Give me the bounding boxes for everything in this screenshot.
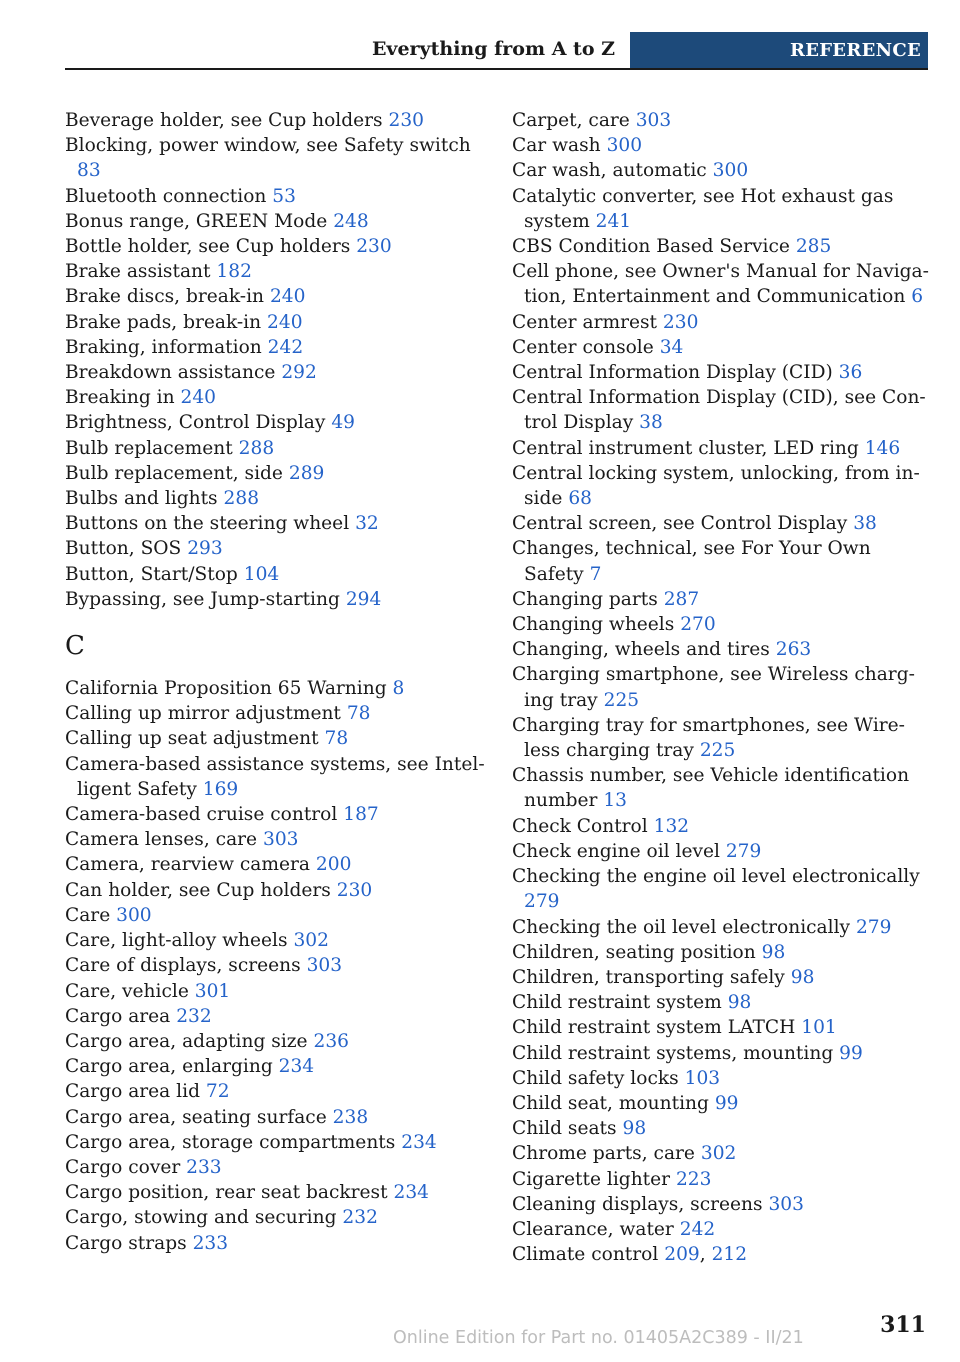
page-link[interactable]: 182 — [216, 261, 252, 283]
header-title: Everything from A to Z — [371, 38, 615, 60]
index-entry-text: Checking the engine oil level electronically — [512, 866, 920, 888]
index-entry — [512, 763, 932, 813]
page-link[interactable]: 104 — [243, 563, 280, 585]
index-entry — [512, 310, 932, 335]
page-link[interactable]: 223 — [675, 1168, 712, 1190]
index-entry — [65, 108, 485, 133]
page-link[interactable]: 240 — [267, 311, 303, 333]
index-entry-text: Car wash, automatic — [512, 160, 707, 182]
index-entry — [65, 953, 485, 978]
index-entry — [512, 234, 932, 259]
index-entry — [512, 713, 932, 763]
index-entry — [512, 1217, 932, 1242]
page-link[interactable]: 300 — [712, 160, 749, 182]
index-entry-text: Charging tray for smartphones, see Wireless charging tray — [512, 714, 905, 762]
index-entry — [65, 536, 485, 561]
page-link[interactable]: 230 — [388, 110, 425, 131]
index-entry — [512, 1192, 932, 1217]
index-entry — [512, 587, 932, 612]
index-entry — [65, 562, 485, 587]
page-link[interactable]: 234 — [401, 1131, 437, 1153]
index-entry-text: Changing parts — [512, 588, 658, 610]
index-entry — [512, 385, 932, 435]
index-entry-text: Climate control — [512, 1244, 659, 1266]
page-link[interactable]: 36 — [838, 362, 863, 384]
index-entry-text: Button, Start/Stop — [65, 563, 238, 585]
page-link[interactable]: 32 — [355, 513, 379, 535]
index-entry — [512, 612, 932, 637]
index-entry-text: Changing wheels — [512, 614, 675, 636]
index-entry — [65, 726, 485, 751]
index-entry — [512, 637, 932, 662]
index-entry-text: Bluetooth connection — [65, 185, 267, 207]
index-entry-text: Center console — [512, 336, 654, 358]
index-entry — [512, 915, 932, 940]
index-entry — [512, 1015, 932, 1040]
page-link[interactable]: 98 — [761, 941, 786, 963]
index-entry-text: Cleaning displays, screens — [512, 1193, 763, 1215]
index-entry-text: Blocking, power window, see Safety switch — [65, 135, 471, 157]
page-link[interactable]: 241 — [595, 210, 632, 232]
index-entry-text: Breakdown assistance — [65, 362, 276, 384]
index-entry-text: Checking the oil level electronically — [512, 916, 851, 938]
page-link[interactable]: 103 — [684, 1067, 721, 1089]
index-entry-text: Central instrument cluster, LED ring — [512, 437, 859, 459]
page-link[interactable]: 7 — [589, 563, 602, 585]
index-entry — [512, 839, 932, 864]
page-link[interactable]: 187 — [343, 804, 379, 826]
index-entry-text: Child restraint system LATCH — [512, 1017, 796, 1039]
index-entry-text: Cargo area — [65, 1005, 171, 1027]
index-entry — [65, 1205, 485, 1230]
index-entry-text: Check engine oil level — [512, 840, 720, 862]
page-link[interactable]: 132 — [653, 815, 690, 837]
index-entry-text: Camera-based cruise control — [65, 804, 338, 826]
page-link[interactable]: 289 — [288, 462, 325, 484]
header-rule — [65, 68, 928, 70]
index-entry-text: Cargo, stowing and securing — [65, 1207, 337, 1229]
index-entry-text: Camera lenses, care — [65, 829, 258, 851]
index-entry — [65, 209, 485, 234]
index-entry-text: Central screen, see Control Display — [512, 513, 848, 535]
index-entry-text: Cargo area, seating surface — [65, 1106, 327, 1128]
page-link[interactable]: 300 — [606, 135, 643, 157]
page-link[interactable]: 98 — [727, 992, 752, 1014]
index-entry-text: Brake discs, break-in — [65, 286, 265, 308]
page-link[interactable]: 146 — [864, 437, 901, 459]
index-entry-text: Cigarette lighter — [512, 1168, 671, 1190]
page-link[interactable]: 209 — [664, 1244, 700, 1266]
index-entry — [65, 360, 485, 385]
index-entry-text: Camera, rearview camera — [65, 854, 310, 876]
index-entry — [65, 587, 485, 612]
index-entry-text: Bulbs and lights — [65, 488, 218, 510]
page-link[interactable]: 285 — [795, 236, 832, 258]
page-link[interactable]: 240 — [269, 286, 306, 308]
page-link[interactable]: 303 — [306, 955, 343, 977]
page-link[interactable]: 78 — [324, 728, 349, 750]
page-link[interactable]: 200 — [315, 854, 352, 876]
page-link[interactable]: 240 — [180, 387, 216, 409]
index-entry-text: Bonus range, GREEN Mode — [65, 210, 328, 232]
index-entry — [65, 184, 485, 209]
index-entry — [65, 676, 485, 701]
index-entry-text: Button, SOS — [65, 538, 182, 560]
page-link[interactable]: 279 — [524, 891, 560, 913]
page-link[interactable]: 287 — [663, 588, 700, 610]
index-entry — [65, 878, 485, 903]
index-entry — [65, 1130, 485, 1155]
index-entry — [65, 1004, 485, 1029]
index-entry-text: Cell phone, see Owner's Manual for Navigation, Entertainment and Communication — [512, 261, 929, 308]
page-link[interactable]: 225 — [699, 740, 736, 762]
index-entry-text: Catalytic converter, see Hot exhaust gas system — [512, 185, 894, 232]
page-link[interactable]: 302 — [700, 1143, 737, 1165]
index-entry — [512, 184, 932, 234]
index-entry — [65, 1054, 485, 1079]
index-entry: Climate control 209, 212 — [512, 1244, 748, 1266]
index-entry — [65, 1105, 485, 1130]
page-link[interactable]: 279 — [855, 916, 892, 938]
index-entry-text: Bypassing, see Jump-starting — [65, 588, 340, 610]
index-entry — [65, 979, 485, 1004]
index-entry — [512, 1041, 932, 1066]
index-entry-text: Cargo area, enlarging — [65, 1056, 273, 1078]
index-entry-text: Calling up mirror adjustment — [65, 703, 341, 725]
index-entry-text: Car wash — [512, 135, 601, 157]
index-entry — [512, 814, 932, 839]
index-entry-text: Central Information Display (CID), see Control Display — [512, 387, 926, 434]
index-entry-text: Chassis number, see Vehicle identification number — [512, 765, 910, 812]
page-link[interactable]: 212 — [711, 1244, 748, 1266]
page-link[interactable]: 53 — [272, 185, 296, 207]
index-entry — [65, 1155, 485, 1180]
index-entry — [65, 752, 485, 802]
index-entry-text: Can holder, see Cup holders — [65, 879, 331, 901]
page-number: 311 — [880, 1312, 926, 1338]
index-entry-text: Chrome parts, care — [512, 1143, 695, 1165]
page-link[interactable]: 72 — [205, 1081, 230, 1103]
index-entry-text: Brake assistant — [65, 261, 211, 283]
index-entry — [512, 1116, 932, 1141]
index-entry-text: Changing, wheels and tires — [512, 639, 770, 661]
page-link[interactable]: 242 — [679, 1218, 716, 1240]
page-link[interactable]: 78 — [346, 703, 371, 725]
index-entry — [65, 1079, 485, 1104]
index-entry — [512, 990, 932, 1015]
page-link[interactable]: 293 — [187, 538, 223, 560]
index-entry — [512, 864, 932, 914]
page-link[interactable]: 49 — [331, 412, 355, 434]
edition-footer: Online Edition for Part no. 01405A2C389 - II/21 — [393, 1328, 804, 1348]
index-entry — [65, 928, 485, 953]
index-entry-text: Charging smartphone, see Wireless charging tray — [512, 664, 915, 711]
index-entry — [65, 259, 485, 284]
index-entry — [512, 965, 932, 990]
page-link[interactable]: 225 — [603, 689, 640, 711]
index-entry — [512, 1167, 932, 1192]
page-link[interactable]: 303 — [262, 829, 299, 851]
page-link[interactable]: 68 — [568, 488, 592, 510]
page-link[interactable]: 230 — [662, 311, 699, 333]
index-entry — [512, 158, 932, 183]
index-entry-text: Braking, information — [65, 336, 262, 358]
index-entry — [65, 802, 485, 827]
page-link[interactable]: 303 — [635, 110, 672, 131]
page-link[interactable]: 38 — [639, 412, 663, 434]
index-entry — [512, 360, 932, 385]
page-link[interactable]: 236 — [313, 1030, 349, 1052]
index-entry — [512, 1091, 932, 1116]
index-entry — [65, 1231, 485, 1256]
page-link[interactable]: 234 — [393, 1182, 429, 1204]
page-link[interactable]: 292 — [281, 362, 317, 384]
index-entry-text: Children, transporting safely — [512, 966, 785, 988]
page-link[interactable]: 242 — [267, 336, 304, 358]
page-link[interactable]: 38 — [853, 513, 877, 535]
index-column-left — [65, 108, 485, 1256]
index-entry — [65, 335, 485, 360]
page-link[interactable]: 238 — [332, 1106, 369, 1128]
index-entry — [65, 852, 485, 877]
index-entry — [65, 903, 485, 928]
index-entry — [512, 662, 932, 712]
index-entry-text: Center armrest — [512, 311, 657, 333]
index-entry — [65, 234, 485, 259]
page-link[interactable]: 233 — [192, 1232, 229, 1254]
index-entry — [512, 108, 932, 133]
index-entry — [512, 940, 932, 965]
page-link[interactable]: 294 — [345, 588, 382, 610]
index-entry-text: Cargo cover — [65, 1156, 181, 1178]
page-link[interactable]: 301 — [194, 980, 231, 1002]
index-entry-text: Cargo position, rear seat backrest — [65, 1182, 388, 1204]
index-entry — [512, 511, 932, 536]
index-entry-text: Child seats — [512, 1118, 617, 1140]
index-entry-text: Cargo straps — [65, 1232, 187, 1254]
index-entry-text: Calling up seat adjustment — [65, 728, 319, 750]
page-link[interactable]: 302 — [293, 930, 329, 952]
page-link[interactable]: 101 — [801, 1017, 837, 1039]
index-entry-text: Care, light-alloy wheels — [65, 930, 288, 952]
section-tab: REFERENCE — [630, 32, 928, 70]
index-entry-text: Brake pads, break-in — [65, 311, 262, 333]
page-link[interactable]: 230 — [336, 879, 373, 901]
page-link[interactable]: 300 — [116, 904, 152, 926]
index-entry-text: Changes, technical, see For Your Own Safety — [512, 538, 871, 585]
page-link[interactable]: 303 — [768, 1193, 804, 1215]
index-entry-text: Child seat, mounting — [512, 1092, 709, 1114]
index-entry-text: Care, vehicle — [65, 980, 189, 1002]
page-header — [65, 32, 928, 70]
page-link[interactable]: 99 — [839, 1042, 863, 1064]
index-entry-text: Bottle holder, see Cup holders — [65, 236, 351, 258]
index-entry-text: Children, seating position — [512, 941, 756, 963]
index-entry — [512, 536, 932, 586]
page-link[interactable]: 279 — [725, 840, 762, 862]
page-link[interactable]: 232 — [176, 1005, 212, 1027]
index-entry-text: California Proposition 65 Warning — [65, 678, 387, 700]
page-link[interactable]: 288 — [238, 437, 275, 459]
page-link[interactable]: 98 — [790, 966, 815, 988]
index-entry — [65, 410, 485, 435]
index-entry-text: Camera-based assistance systems, see Intelligent Safety — [65, 753, 485, 800]
index-entry-text: Bulb replacement, side — [65, 462, 283, 484]
index-entry-text: Central Information Display (CID) — [512, 362, 833, 384]
index-entry-text: Child restraint system — [512, 992, 722, 1014]
index-entry-text: Check Control — [512, 815, 648, 837]
page-link[interactable]: 169 — [202, 778, 239, 800]
index-entry — [65, 310, 485, 335]
index-entry — [65, 1180, 485, 1205]
index-entry — [65, 827, 485, 852]
index-entry-text: Cargo area, adapting size — [65, 1030, 308, 1052]
page-link[interactable]: 270 — [680, 614, 716, 636]
index-entry-text: CBS Condition Based Service — [512, 236, 790, 258]
section-letter: C — [65, 631, 85, 662]
index-entry — [65, 486, 485, 511]
index-entry — [65, 701, 485, 726]
index-entry-text: Child safety locks — [512, 1067, 679, 1089]
index-entry — [65, 461, 485, 486]
index-entry-text: Cargo area lid — [65, 1081, 200, 1103]
page-link[interactable]: 34 — [659, 336, 684, 358]
index-entry-text: Carpet, care — [512, 110, 630, 131]
index-column-right — [512, 108, 932, 1267]
index-entry — [65, 436, 485, 461]
index-entry-text: Beverage holder, see Cup holders — [65, 110, 383, 131]
index-entry — [512, 1141, 932, 1166]
index-entry — [65, 133, 485, 183]
page-link[interactable]: 6 — [911, 286, 924, 308]
index-entry — [65, 511, 485, 536]
index-entry — [512, 461, 932, 511]
page-link[interactable]: 8 — [392, 678, 405, 700]
index-entry — [512, 1066, 932, 1091]
index-entry-text: Clearance, water — [512, 1218, 674, 1240]
index-entry — [65, 385, 485, 410]
page-link[interactable]: 83 — [77, 160, 101, 182]
page-link[interactable]: 288 — [223, 488, 260, 510]
index-entry-text: Child restraint systems, mounting — [512, 1042, 834, 1064]
index-entry-text: Breaking in — [65, 387, 175, 409]
index-entry — [512, 436, 932, 461]
index-entry — [65, 1029, 485, 1054]
index-entry-text: Buttons on the steering wheel — [65, 513, 350, 535]
index-entry-text: Care — [65, 904, 111, 926]
index-entry — [65, 284, 485, 309]
index-entry-text: Care of displays, screens — [65, 955, 301, 977]
index-entry-text: Brightness, Control Display — [65, 412, 326, 434]
page-link[interactable]: 230 — [356, 236, 392, 258]
page-link[interactable]: 263 — [775, 639, 812, 661]
index-entry-text: Central locking system, unlocking, from inside — [512, 462, 920, 510]
page-link[interactable]: 248 — [333, 210, 369, 232]
index-entry — [512, 259, 932, 309]
page-link[interactable]: 233 — [186, 1156, 222, 1178]
page-link[interactable]: 232 — [342, 1207, 378, 1229]
index-entry-text: Cargo area, storage compartments — [65, 1131, 396, 1153]
page-link[interactable]: 99 — [714, 1092, 739, 1114]
index-entry-text: Bulb replacement — [65, 437, 233, 459]
index-entry — [512, 133, 932, 158]
page-link[interactable]: 98 — [622, 1118, 647, 1140]
index-entry — [512, 335, 932, 360]
page-link[interactable]: 234 — [278, 1056, 315, 1078]
page-link[interactable]: 13 — [603, 790, 627, 812]
